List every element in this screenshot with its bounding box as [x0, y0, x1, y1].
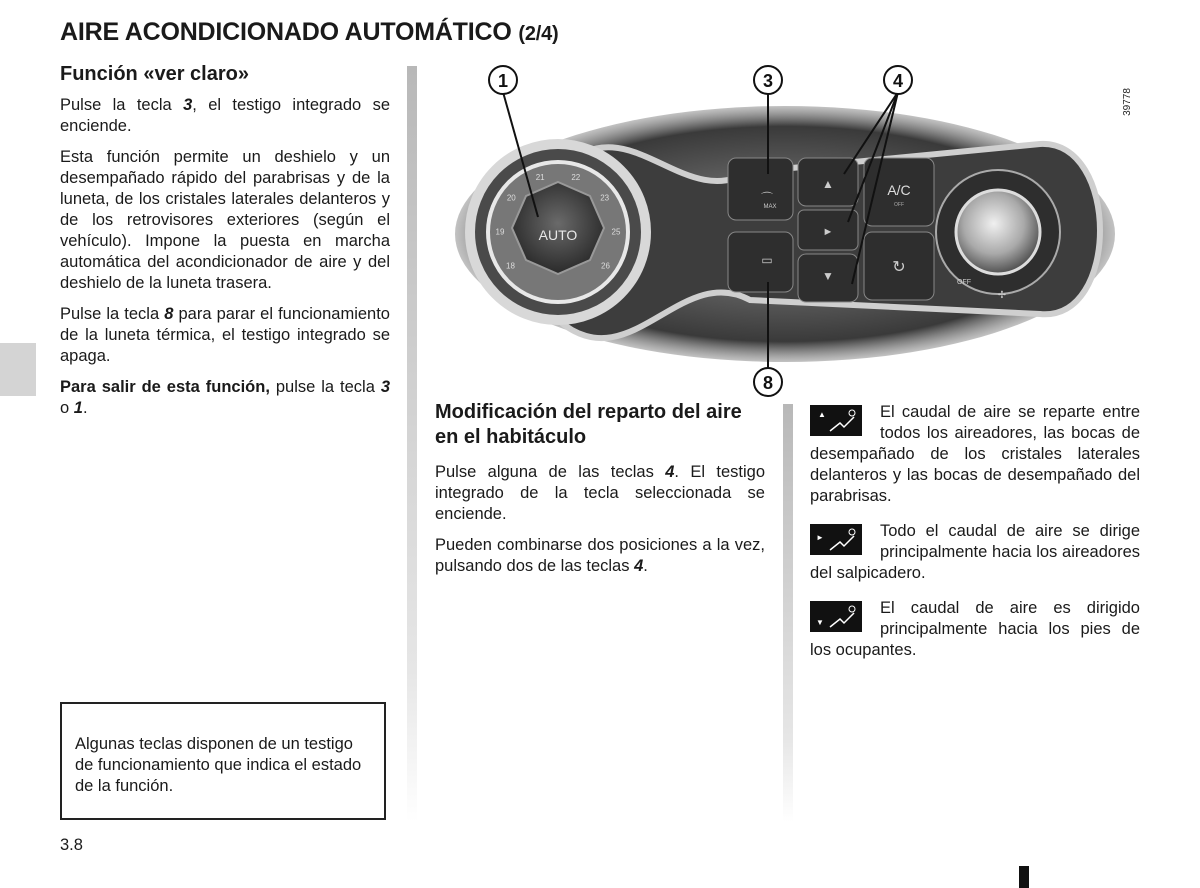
- paragraph: [60, 95, 390, 137]
- airflow-mode-entry: [810, 598, 1140, 661]
- arrow-down-icon: ▼: [822, 269, 834, 283]
- page-edge-marker: [1019, 866, 1029, 888]
- dial-temperature-label: 20: [506, 193, 516, 203]
- callout-label-4: 4: [892, 71, 904, 91]
- airflow-mode-entry: [810, 521, 1140, 584]
- column-divider-left: [407, 66, 417, 822]
- key-ref: 4: [665, 463, 675, 481]
- airflow-mode-entry: [810, 402, 1140, 507]
- callout-label-8: 8: [762, 373, 774, 393]
- rear-defrost-icon: ▭: [761, 253, 773, 267]
- paragraph: [435, 462, 765, 525]
- text: , el testigo integrado se enciende.: [60, 96, 390, 135]
- arrow-right-icon: ►: [822, 226, 834, 238]
- text: Pulse la tecla: [60, 96, 184, 114]
- key-ref: 3: [380, 378, 391, 396]
- text: .: [82, 399, 88, 417]
- front-defrost-icon: ⌒: [760, 191, 774, 205]
- airflow-mode-text: El caudal de aire se reparte entre todos los aireadores, las bocas de desempañado de los cristales laterales delanteros y las bocas de desempañado del parabrisas.: [810, 403, 1140, 505]
- page-title-main: AIRE ACONDICIONADO AUTOMÁTICO: [60, 18, 512, 46]
- text: . El testigo integrado de la tecla seleccionada se enciende.: [435, 463, 765, 523]
- column-airflow-modes: [810, 402, 1140, 675]
- dial-temperature-label: 26: [601, 261, 610, 271]
- callout-label-3: 3: [762, 71, 774, 91]
- callout-label-1: 1: [497, 71, 509, 91]
- paragraph: [435, 535, 765, 577]
- arrow-up-icon: ▲: [822, 177, 834, 191]
- key-ref: 8: [164, 305, 174, 323]
- dial-temperature-label: 23: [600, 193, 610, 203]
- fan-knob: [956, 190, 1040, 274]
- paragraph: [60, 304, 390, 367]
- climate-panel-illustration: [430, 62, 1150, 398]
- max-label: MAX: [763, 204, 777, 210]
- section-heading-ver-claro: Función «ver claro»: [60, 63, 249, 85]
- dial-temperature-label: 22: [571, 172, 581, 182]
- text: pulse la tecla: [269, 378, 381, 396]
- climate-control-figure: [430, 62, 1150, 398]
- paragraph: [60, 377, 390, 419]
- key-ref: 3: [183, 96, 193, 114]
- ac-off-label: OFF: [894, 202, 904, 208]
- text: o: [60, 399, 74, 417]
- column-ver-claro: [60, 62, 390, 429]
- fan-off-label: OFF: [957, 279, 971, 286]
- svg-text:▼: ▼: [816, 618, 824, 627]
- button-3-defrost: [728, 158, 793, 220]
- note-text: Algunas teclas disponen de un testigo de funcionamiento que indica el estado de la función.: [75, 735, 362, 795]
- page-title-part: (2/4): [518, 23, 559, 45]
- text: Pueden combinarse dos posiciones a la vez, pulsando dos de las teclas: [435, 536, 765, 575]
- text: Pulse alguna de las teclas: [435, 463, 666, 481]
- dial-temperature-label: 21: [535, 172, 545, 182]
- page-number: 3.8: [60, 836, 83, 854]
- dial-temperature-label: 18: [506, 261, 515, 271]
- key-ref: 1: [73, 399, 83, 417]
- key-ref: 4: [634, 557, 644, 575]
- airflow-center-icon: [810, 524, 862, 555]
- dial-auto-label: AUTO: [538, 227, 578, 243]
- svg-text:▲: ▲: [818, 410, 826, 419]
- airflow-mode-text: Todo el caudal de aire se dirige principalmente hacia los aireadores del salpicadero.: [810, 522, 1140, 582]
- figure-reference-number: 39778: [1122, 88, 1133, 116]
- text: para parar el funcionamiento de la luneta térmica, el testigo integrado se apaga.: [60, 305, 390, 365]
- paragraph: Esta función permite un deshielo y un desempañado rápido del parabrisas y de la luneta, de los cristales laterales delanteros y de los retrovisores exteriores (según el vehículo). Impone la puesta en marcha automática del acondicionador de aire y del deshielo de la luneta trasera.: [60, 148, 390, 292]
- section-tab: [0, 343, 36, 396]
- recirculation-icon: ↻: [892, 257, 906, 276]
- airflow-mode-text: El caudal de aire es dirigido principalmente hacia los pies de los ocupantes.: [810, 599, 1140, 659]
- airflow-up-icon: [810, 405, 862, 436]
- airflow-feet-icon: [810, 601, 862, 632]
- text: Pulse la tecla: [60, 305, 165, 323]
- ac-label: A/C: [887, 182, 911, 198]
- page-title: [60, 18, 558, 47]
- note-box: [60, 702, 386, 820]
- dial-temperature-label: 25: [611, 227, 621, 237]
- column-reparto-aire: [435, 400, 765, 587]
- dial-temperature-label: 19: [495, 227, 505, 237]
- section-heading-reparto: Modificación del reparto del aire en el habitáculo: [435, 401, 742, 448]
- text: .: [643, 557, 648, 575]
- fan-icon: ✢: [997, 290, 1007, 301]
- column-divider-right: [783, 404, 793, 822]
- svg-text:►: ►: [816, 533, 824, 542]
- bold-text: Para salir de esta función,: [60, 378, 270, 396]
